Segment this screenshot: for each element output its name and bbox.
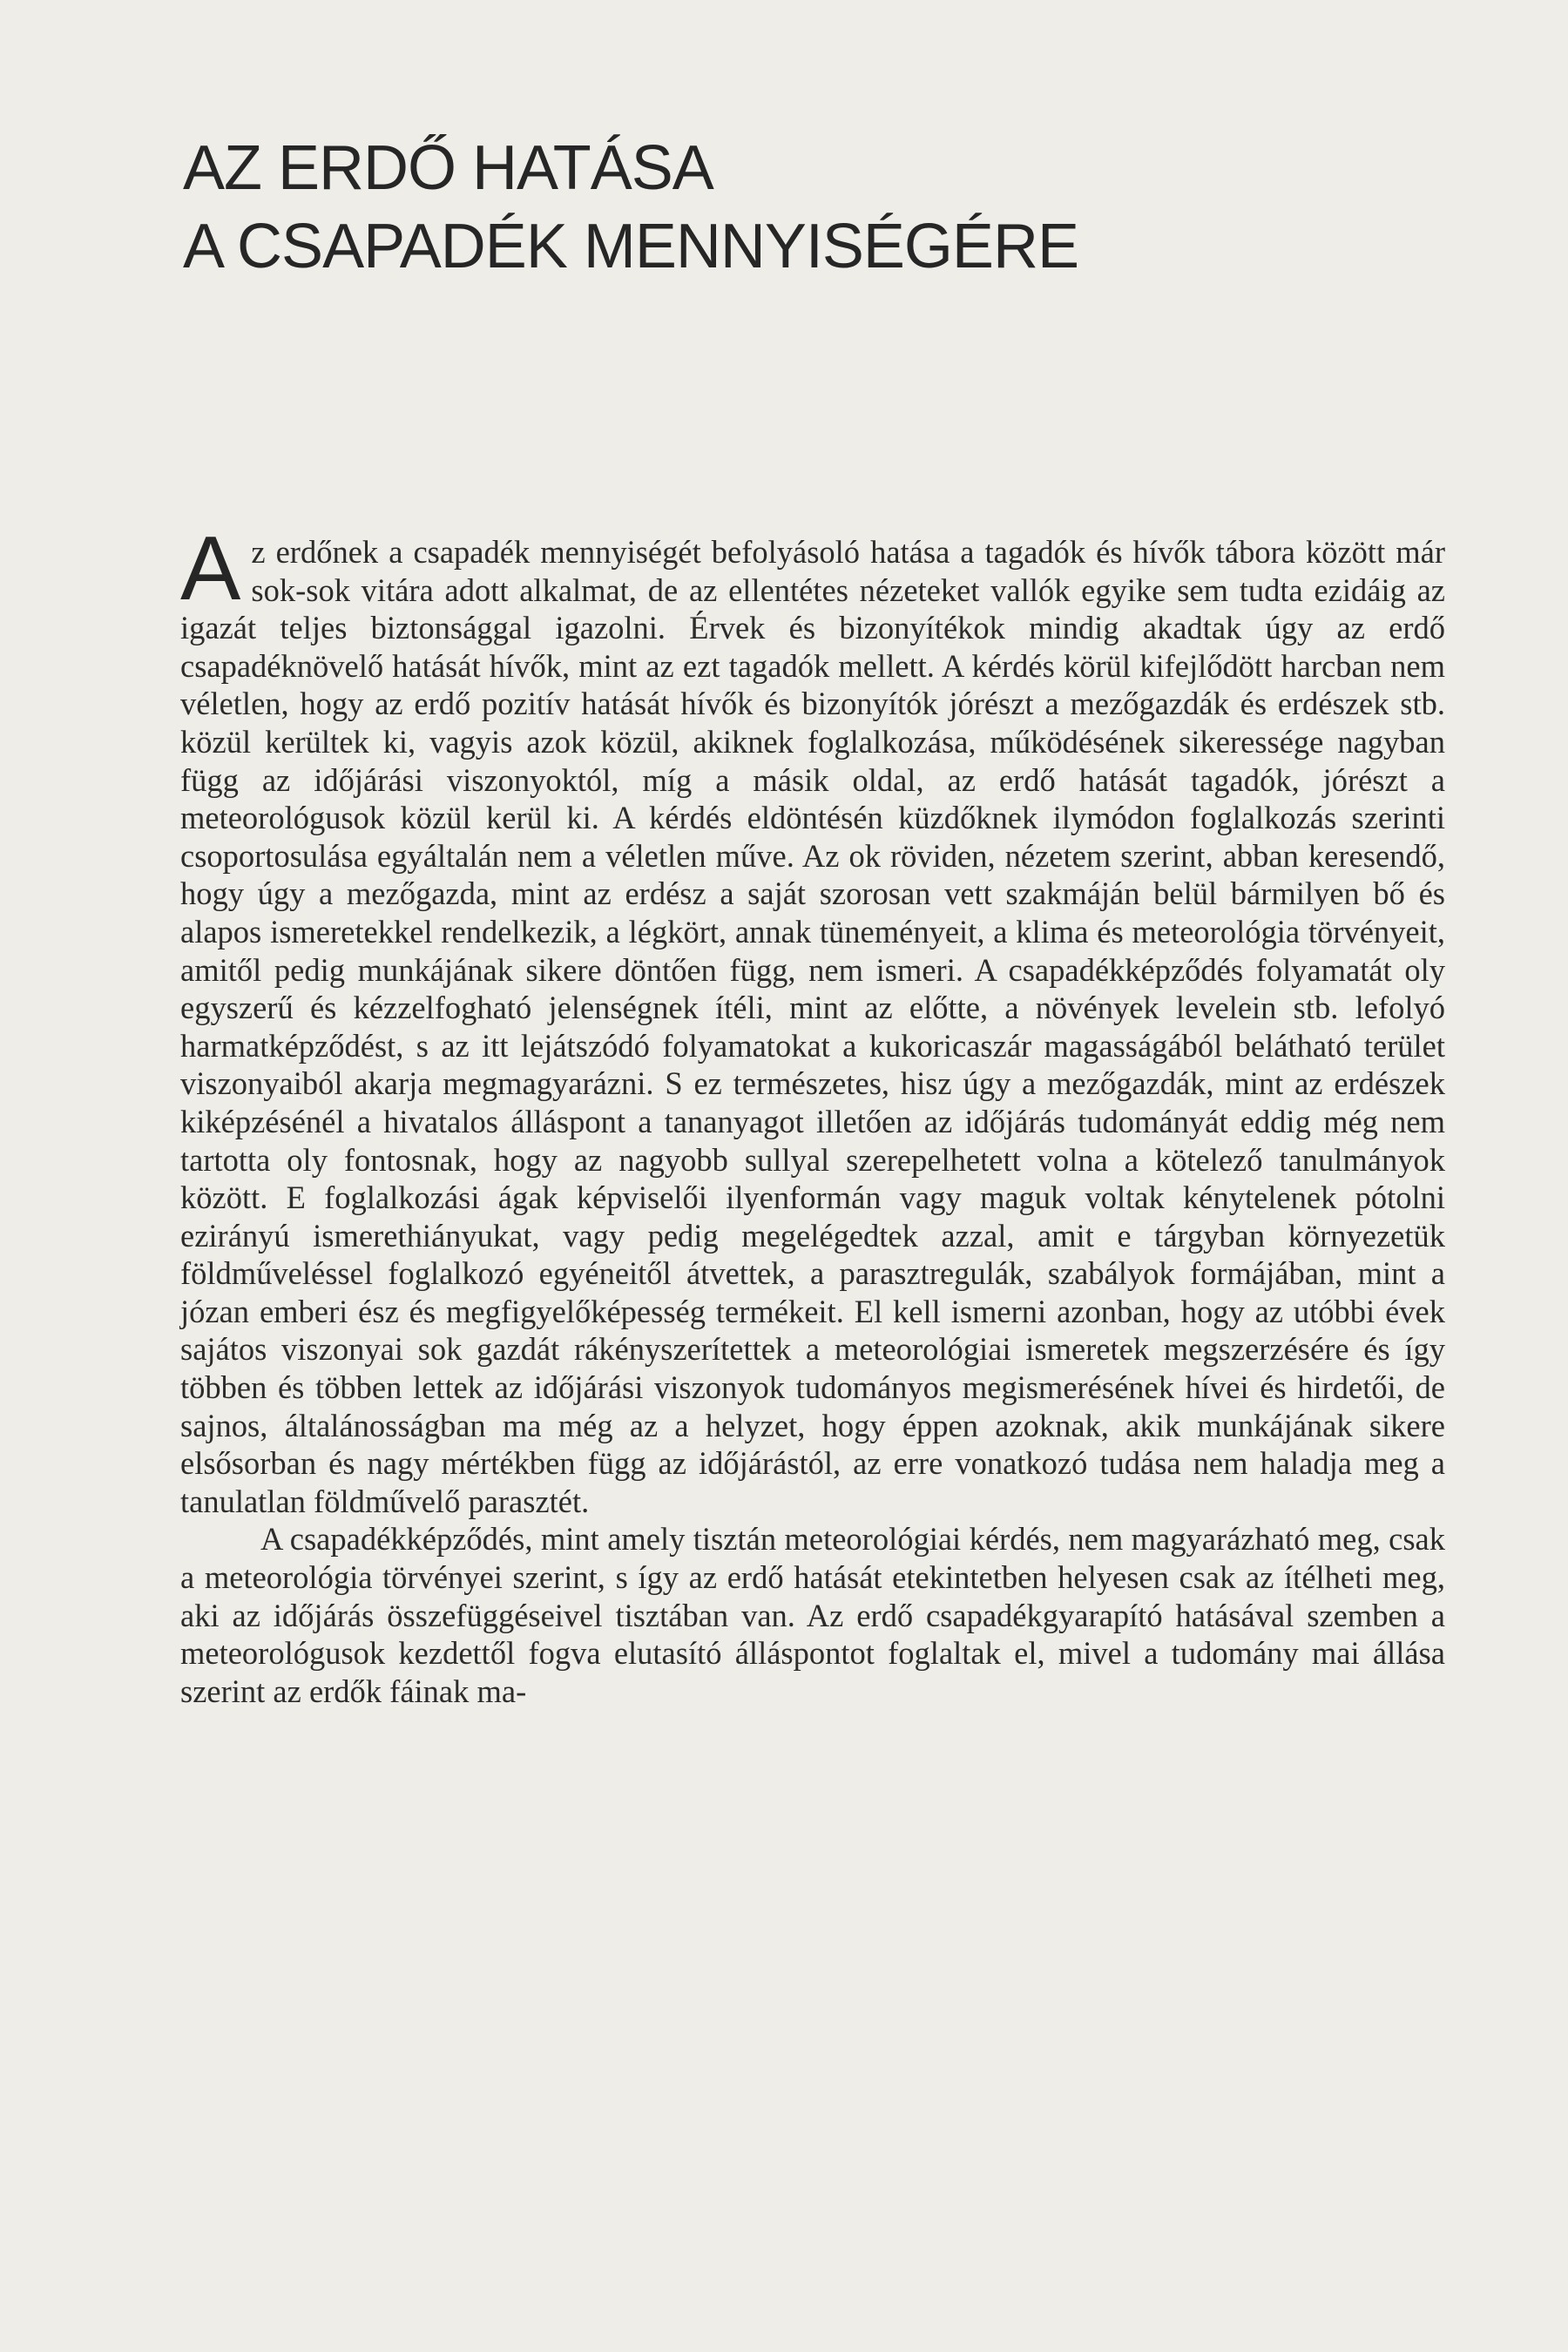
article-title <box>183 129 1078 286</box>
paragraph-1-text: z erdőnek a csapadék mennyiségét befolyásoló hatása a tagadók és hívők tábora között már sok-sok vitára adott alkalmat, de az ellentétes nézeteket vallók egyike sem tudta ezidáig az igazát teljes biztonsággal igazolni. Érvek és bizonyítékok mindig akadtak úgy az erdő csapadéknövelő hatását hívők, mint az ezt tagadók mellett. A kérdés körül kifejlődött harcban nem véletlen, hogy az erdő pozitív hatását hívők és bizonyítók jórészt a mezőgazdák és erdészek stb. közül kerültek ki, vagyis azok közül, akiknek foglalkozása, működésének sikeressége nagyban függ az időjárási viszonyoktól, míg a másik oldal, az erdő hatását tagadók, jórészt a meteorológusok közül kerül ki. A kérdés eldöntésén küzdőknek ilymódon foglalkozás szerinti csoportosulása egyáltalán nem a véletlen műve. Az ok röviden, nézetem szerint, abban keresendő, hogy úgy a mezőgazda, mint az erdész a saját szorosan vett szakmáján belül bármilyen bő és alapos ismeretekkel rendelkezik, a légkört, annak tüneményeit, a klima és meteorológia törvényeit, amitől pedig munkájának sikere döntően függ, nem ismeri. A csapadékképződés folyamatát oly egyszerű és kézzelfogható jelenségnek ítéli, mint az előtte, a növények levelein stb. lefolyó harmatképződést, s az itt lejátszódó folyamatokat a kukoricaszár magasságából belátható terület viszonyaiból akarja megmagyarázni. S ez természetes, hisz úgy a mezőgazdák, mint az erdészek kiképzésénél a hivatalos álláspont a tananyagot illetően az időjárás tudományát eddig még nem tartotta oly fontosnak, hogy az nagyobb sullyal szerepelhetett volna a kötelező tanulmányok között. E foglalkozási ágak képviselői ilyenformán vagy maguk voltak kénytelenek pótolni ezirányú ismerethiányukat, vagy pedig megelégedtek azzal, amit e tárgyban környezetük földműveléssel foglalkozó egyéneitől átvettek, a parasztregulák, szabályok formájában, mint a józan emberi ész és megfigyelőképesség termékeit. El kell ismerni azonban, hogy az utóbbi évek sajátos viszonyai sok gazdát rákényszerítettek a meteorológiai ismeretek megszerzésére és így többen és többen lettek az időjárási viszonyok tudományos megismerésének hívei és hirdetői, de sajnos, általánosságban ma még az a helyzet, hogy éppen azoknak, akik munkájának sikere elsősorban és nagy mértékben függ az időjárástól, az erre vonatkozó tudása nem haladja meg a tanulatlan földművelő parasztét. <box>180 534 1445 1519</box>
article-title-line-2: A CSAPADÉK MENNYISÉGÉRE <box>183 212 1078 281</box>
article-body <box>180 518 1445 1710</box>
article-title-line-1: AZ ERDŐ HATÁSA <box>183 133 713 203</box>
paragraph-1 <box>180 518 1445 1520</box>
drop-cap: A <box>180 518 241 619</box>
paragraph-2: A csapadékképződés, mint amely tisztán meteorológiai kérdés, nem magyarázható meg, csak a meteorológia törvényei szerint, s így az erdő hatását etekintetben helyesen csak az ítélheti meg, aki az időjárás összefüggéseivel tisztában van. Az erdő csapadékgyarapító hatásával szemben a meteorológusok kezdettől fogva elutasító álláspontot foglaltak el, mivel a tudomány mai állása szerint az erdők fáinak ma- <box>180 1521 1445 1709</box>
